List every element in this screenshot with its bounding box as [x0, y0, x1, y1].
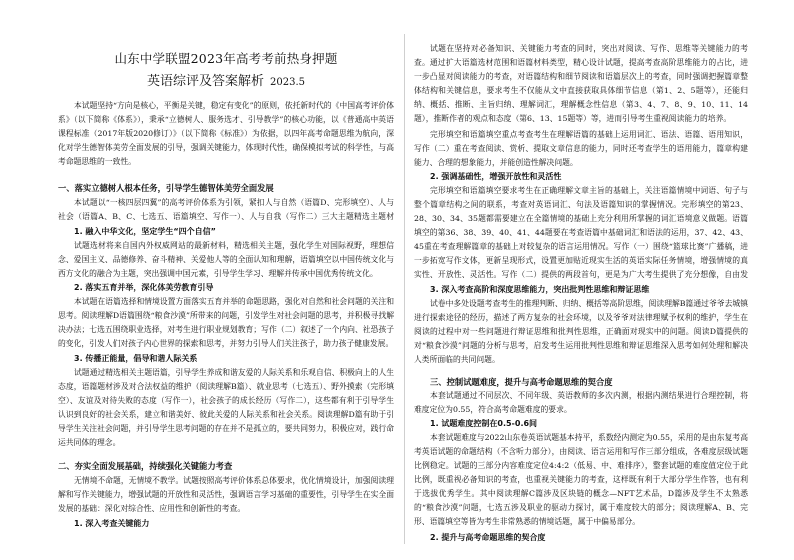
document-subtitle — [58, 70, 394, 89]
section-1-3-heading: 3. 传播正能量，倡导和谐人际关系 — [74, 354, 198, 363]
section-3-body: 本套试题通过不同层次、不同年级、英语教师的多次内测，根据内测结果进行合理控制，将难度定位为0.55，符合高考命题难度的要求。 — [414, 391, 748, 414]
section-1-1-body: 试题选材将来自国内外权威网站的最新材料，精选相关主题，强化学生对国际视野，理想信念、爱国主义、品德修养、奋斗精神、关爱他人等的全面认知和理解，语篇填空以中国传统文化与西方文化的融合为主题，突出强调中国元素，引导学生学习、理解并传承中国优秀传统文化。 — [58, 241, 394, 278]
right-paragraph-1: 试题在坚持对必备知识、关键能力考查的同时，突出对阅读、写作、思维等关键能力的考查。通过扩大语篇选材范围和语篇材料类型，精心设计试题，提高考查高阶思维能力的占比，进一步凸显对阅读能力的考查，对语篇结构和细节阅读和语篇层次上的考查，同时强调把握篇章整体结构和关键信息，要求考生不仅能从文中直接获取具体细节信息（第1、2、5题等），还能归纳、概括、推断、主旨归纳、理解词汇，理解概念性信息（第3、4、7、8、9、10、11、14题），推断作者的观点和态度（第6、13、15题等）等，进而引导考生重视阅读能力的培养。 — [414, 44, 748, 123]
section-1-1-heading: 1. 融入中华文化，坚定学生“四个自信” — [74, 227, 216, 236]
section-1-2-body: 本试题在语篇选择和情境设置方面落实五育并举的命题思路，强化对自然和社会问题的关注和思考。阅读理解D语篇围绕“粮食沙漠”所带来的问题，引发学生对社会问题的思考，并积极寻找解决办法；七选五围绕职业选择，对考生进行职业规划教育；写作（二）叙述了一个内向、社恐孩子的变化，引发人们对孩子内心世界的探索和思考，并努力引导人们关注孩子，助力孩子健康发展。 — [58, 297, 394, 348]
section-1-2-heading: 2. 落实五育并举，深化体美劳教育引导 — [74, 283, 214, 292]
column-divider — [404, 34, 405, 544]
intro-paragraph: 本试题坚持“方向是核心，平衡是关键，稳定有变化”的原则，依托新时代的《中国高考评价体系》（以下简称《体系》），秉承“立德树人、服务选才、引导教学”的核心功能，以《普通高中英语课程标准（2017年版2020修订）》（以下简称《标准》）为依据，以四年高考命题思维为航向，深化对学生德智体美劳全面发展的引导，强调关键能力，体现时代性，确保模拟考试的科学性，与高考命题思维的一致性。 — [58, 101, 394, 166]
section-1-heading: 一、落实立德树人根本任务，引导学生德智体美劳全面发展 — [58, 183, 274, 193]
section-3-2-heading: 2. 提升与高考命题思维的契合度 — [430, 533, 546, 542]
section-1-body: 本试题以“一核四层四翼”的高考评价体系为引领，紧扣人与自然（语篇D、完形填空）、人与社会（语篇A、B、C、七选五、语篇填空、写作一）、人与自我（写作二）三大主题精选主题材 — [58, 198, 394, 221]
right-paragraph-2: 完形填空和语篇填空重点考查考生在理解语篇的基础上运用词汇、语法、语篇、语用知识，写作（二）重在考查阅读、赏析、提取文章信息的能力，同时还考查学生的语用能力，篇章构建能力、合理的想象能力，并能创造性解决问题。 — [414, 130, 748, 167]
subtitle-date: 2023.5 — [270, 77, 305, 88]
section-2-3-heading: 3. 深入考查高阶和深度思维能力，突出批判性思维和辩证思维 — [430, 285, 650, 294]
section-2-body: 无情境不命题，无情境不教学。试题按照高考评价体系总体要求，优化情境设计，加强阅读理解和写作关键能力，增强试题的开放性和灵活性，强调语言学习基础的重要性，引导学生在实全面发展的基础：深化对综合性、应用性和创新性的考查。 — [58, 476, 394, 513]
section-3-1-heading: 1. 试题难度控制在0.5-0.6间 — [430, 419, 538, 428]
section-2-2-body: 完形填空和语篇填空要求考生在正确理解文章主旨的基础上，关注语篇情境中词语、句子与整个篇章结构之间的联系，考查对英语词汇、句法及语篇知识的掌握情况。完形填空的第23、28、30、34、35题都需要建立在全篇情境的基础上充分利用所掌握的词汇语境意义做题。语篇填空的第36、38、39、40、41、44题要在考查语篇中基础词汇和语法的运用，37、42、43、45重在考查理解篇章的基础上对较复杂的语言运用情况。写作（一）围绕“篮球比赛”广播稿，进一步拓宽写作文体，更新呈现形式，设置更加贴近现实生活的英语实际任务情境，增强情境的真实性、开放性、灵活性。写作（二）提供的两段首句，更是为广大考生提供了充分想像，自由发 — [414, 186, 748, 279]
section-2-2-heading: 2. 强调基础性，增强开放性和灵活性 — [430, 172, 562, 181]
document-title: 山东中学联盟2023年高考考前热身押题 — [114, 51, 338, 66]
section-3-heading: 三、控制试题难度，提升与高考命题思维的契合度 — [430, 377, 613, 387]
section-2-1-heading: 1. 深入考查关键能力 — [74, 519, 150, 528]
section-2-heading: 二、夯实全面发展基础，持续强化关键能力考查 — [58, 461, 233, 471]
section-3-1-body: 本套试题难度与2022山东卷英语试题基本持平，系数经内测定为0.55，采用的是由东复考高考英语试题的命题结构（不含听力部分），由阅读、语言运用和写作三部分组成，各难度层级试题比例稳定。试题的三部分内容难度定位4:4:2（低易、中、难排序），整套试题的难度值定位于此比例，既重视必备知识的考查，也重视关键能力的考查，这样既有利于大部分学生作答，也有利于选拔优秀学生。其中阅读理解C篇涉及区块链的概念—NFT艺术品，D篇涉及学生不太熟悉的“粮食沙漠”问题，七选五涉及职业的驱动力探讨，属于难度较大的部分；阅读理解A、B、完形、语篇填空等皆为考生非常熟悉的情境话题，属于中偏易部分。 — [414, 433, 748, 526]
section-2-3-body: 试卷中多处设题考查考生的推理判断、归纳、概括等高阶思维，阅读理解B篇通过爷爷去城镇进行探索途径的经历，描述了两方复杂的社会环境，以及爷爷对法律理赋予权利的维护，学生在阅读的过程中对一些问题进行辩证思维和批判性思维，正确面对现实中的问题。阅读D篇提供的对“粮食沙漠”问题的分析与思考，启发考生运用批判性思维和辩证思维深入思考如何处理和解决人类所面临的共同问题。 — [414, 299, 748, 364]
section-1-3-body: 试题通过精选相关主题语篇，引导学生养成和谐友爱的人际关系和乐观自信、积极向上的人生态度，语篇题材涉及对合法权益的维护（阅读理解B篇）、就业思考（七选五）、野外摸索（完形填空）、友谊及对待失败的态度（写作一），社会孩子的成长经历（写作二），这些都有利于引导学生认识到良好的社会关系，建立和谐美好、彼此关爱的人际关系和社会关系。阅读理解D篇有助于引导学生关注社会问题，并引导学生思考问题的存在并不是孤立的，要共同努力，积极应对，践行命运共同体的理念。 — [58, 368, 394, 447]
subtitle-text: 英语综评及答案解析 — [146, 74, 264, 89]
